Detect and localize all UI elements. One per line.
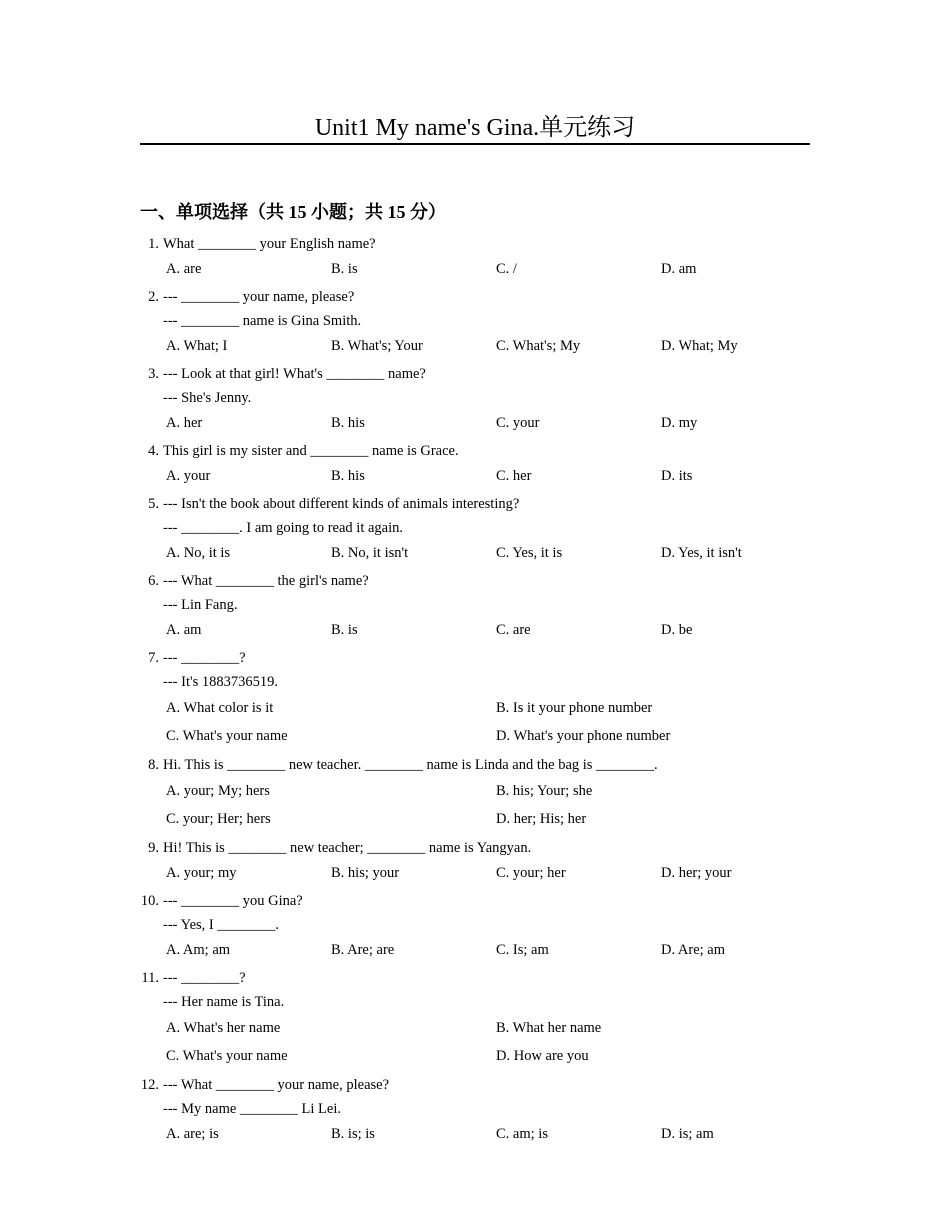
question-9 [140,836,820,886]
question-4 [140,439,820,489]
option-c: C. her [496,468,532,484]
option-d: D. her; His; her [496,811,587,827]
option-c: C. are [496,622,531,638]
question-11 [140,966,820,1070]
option-c: C. What's your name [166,1048,288,1064]
question-number: 1. [148,236,159,252]
option-d: D. my [661,415,698,431]
question-text: --- My name ________ Li Lei. [163,1101,341,1117]
option-c: C. What's your name [166,728,288,744]
option-c: C. your; her [496,865,566,881]
option-d: D. is; am [661,1126,714,1142]
question-7 [140,646,820,750]
option-d: D. What's your phone number [496,728,671,744]
option-a: A. What's her name [166,1020,281,1036]
question-6 [140,569,820,643]
option-c: C. your; Her; hers [166,811,271,827]
option-d: D. What; My [661,338,738,354]
option-b: B. Is it your phone number [496,700,653,716]
question-text: --- What ________ your name, please? [163,1077,390,1093]
question-1 [140,232,820,282]
question-text: --- ________ name is Gina Smith. [163,313,362,329]
option-a: A. What color is it [166,700,274,716]
question-number: 6. [148,573,159,589]
question-text: --- Yes, I ________. [163,917,279,933]
question-3 [140,362,820,436]
question-number: 7. [148,650,159,666]
option-d: D. Yes, it isn't [661,545,742,561]
option-a: A. your; My; hers [166,783,270,799]
option-b: B. is [331,261,358,277]
option-a: A. am [166,622,202,638]
option-a: A. What; I [166,338,228,354]
question-text: --- Lin Fang. [163,597,238,613]
question-number: 11. [141,970,159,986]
option-b: B. No, it isn't [331,545,409,561]
question-5 [140,492,820,566]
question-text: --- ________. I am going to read it again. [163,520,403,536]
question-text: Hi! This is ________ new teacher; ________ name is Yangyan. [163,840,532,856]
option-a: A. your [166,468,211,484]
question-text: --- What ________ the girl's name? [163,573,369,589]
option-d: D. am [661,261,697,277]
option-b: B. What's; Your [331,338,423,354]
option-b: B. Are; are [331,942,395,958]
question-2 [140,285,820,359]
option-b: B. is [331,622,358,638]
option-b: B. his; Your; she [496,783,593,799]
option-c: C. Yes, it is [496,545,563,561]
option-a: A. are [166,261,202,277]
question-10 [140,889,820,963]
title-underline [140,143,810,145]
question-text: --- She's Jenny. [163,390,252,406]
question-text: --- ________? [163,970,246,986]
option-a: A. No, it is [166,545,231,561]
option-a: A. your; my [166,865,237,881]
question-text: This girl is my sister and ________ name is Grace. [163,443,459,459]
option-c: C. / [496,261,517,277]
question-text: --- ________? [163,650,246,666]
page-title: Unit1 My name's Gina.单元练习 [314,115,636,141]
question-number: 2. [148,289,159,305]
option-c: C. What's; My [496,338,581,354]
question-8 [140,753,820,833]
question-number: 12. [140,1077,159,1093]
option-a: A. her [166,415,203,431]
question-number: 4. [148,443,159,459]
question-number: 3. [148,366,159,382]
option-c: C. Is; am [496,942,549,958]
option-b: B. his [331,468,365,484]
option-c: C. am; is [496,1126,548,1142]
question-number: 10. [140,893,159,909]
question-number: 9. [148,840,159,856]
option-d: D. be [661,622,693,638]
question-text: Hi. This is ________ new teacher. ________ name is Linda and the bag is ________. [163,757,658,773]
question-number: 5. [148,496,159,512]
question-text: --- Look at that girl! What's ________ name? [163,366,426,382]
question-12 [140,1073,820,1147]
option-b: B. What her name [496,1020,602,1036]
section-heading: 一、单项选择（共 15 小题；共 15 分） [140,202,446,222]
option-d: D. its [661,468,693,484]
question-list [140,232,820,1147]
question-text: --- ________ you Gina? [163,893,303,909]
option-d: D. her; your [661,865,732,881]
question-text: --- Her name is Tina. [163,994,285,1010]
question-number: 8. [148,757,159,773]
option-c: C. your [496,415,540,431]
question-text: --- It's 1883736519. [163,674,278,690]
option-b: B. is; is [331,1126,375,1142]
option-d: D. Are; am [661,942,726,958]
question-text: What ________ your English name? [163,236,376,252]
option-a: A. Am; am [166,942,231,958]
question-text: --- ________ your name, please? [163,289,355,305]
option-a: A. are; is [166,1126,219,1142]
option-d: D. How are you [496,1048,589,1064]
option-b: B. his; your [331,865,400,881]
option-b: B. his [331,415,365,431]
question-text: --- Isn't the book about different kinds of animals interesting? [163,496,520,512]
